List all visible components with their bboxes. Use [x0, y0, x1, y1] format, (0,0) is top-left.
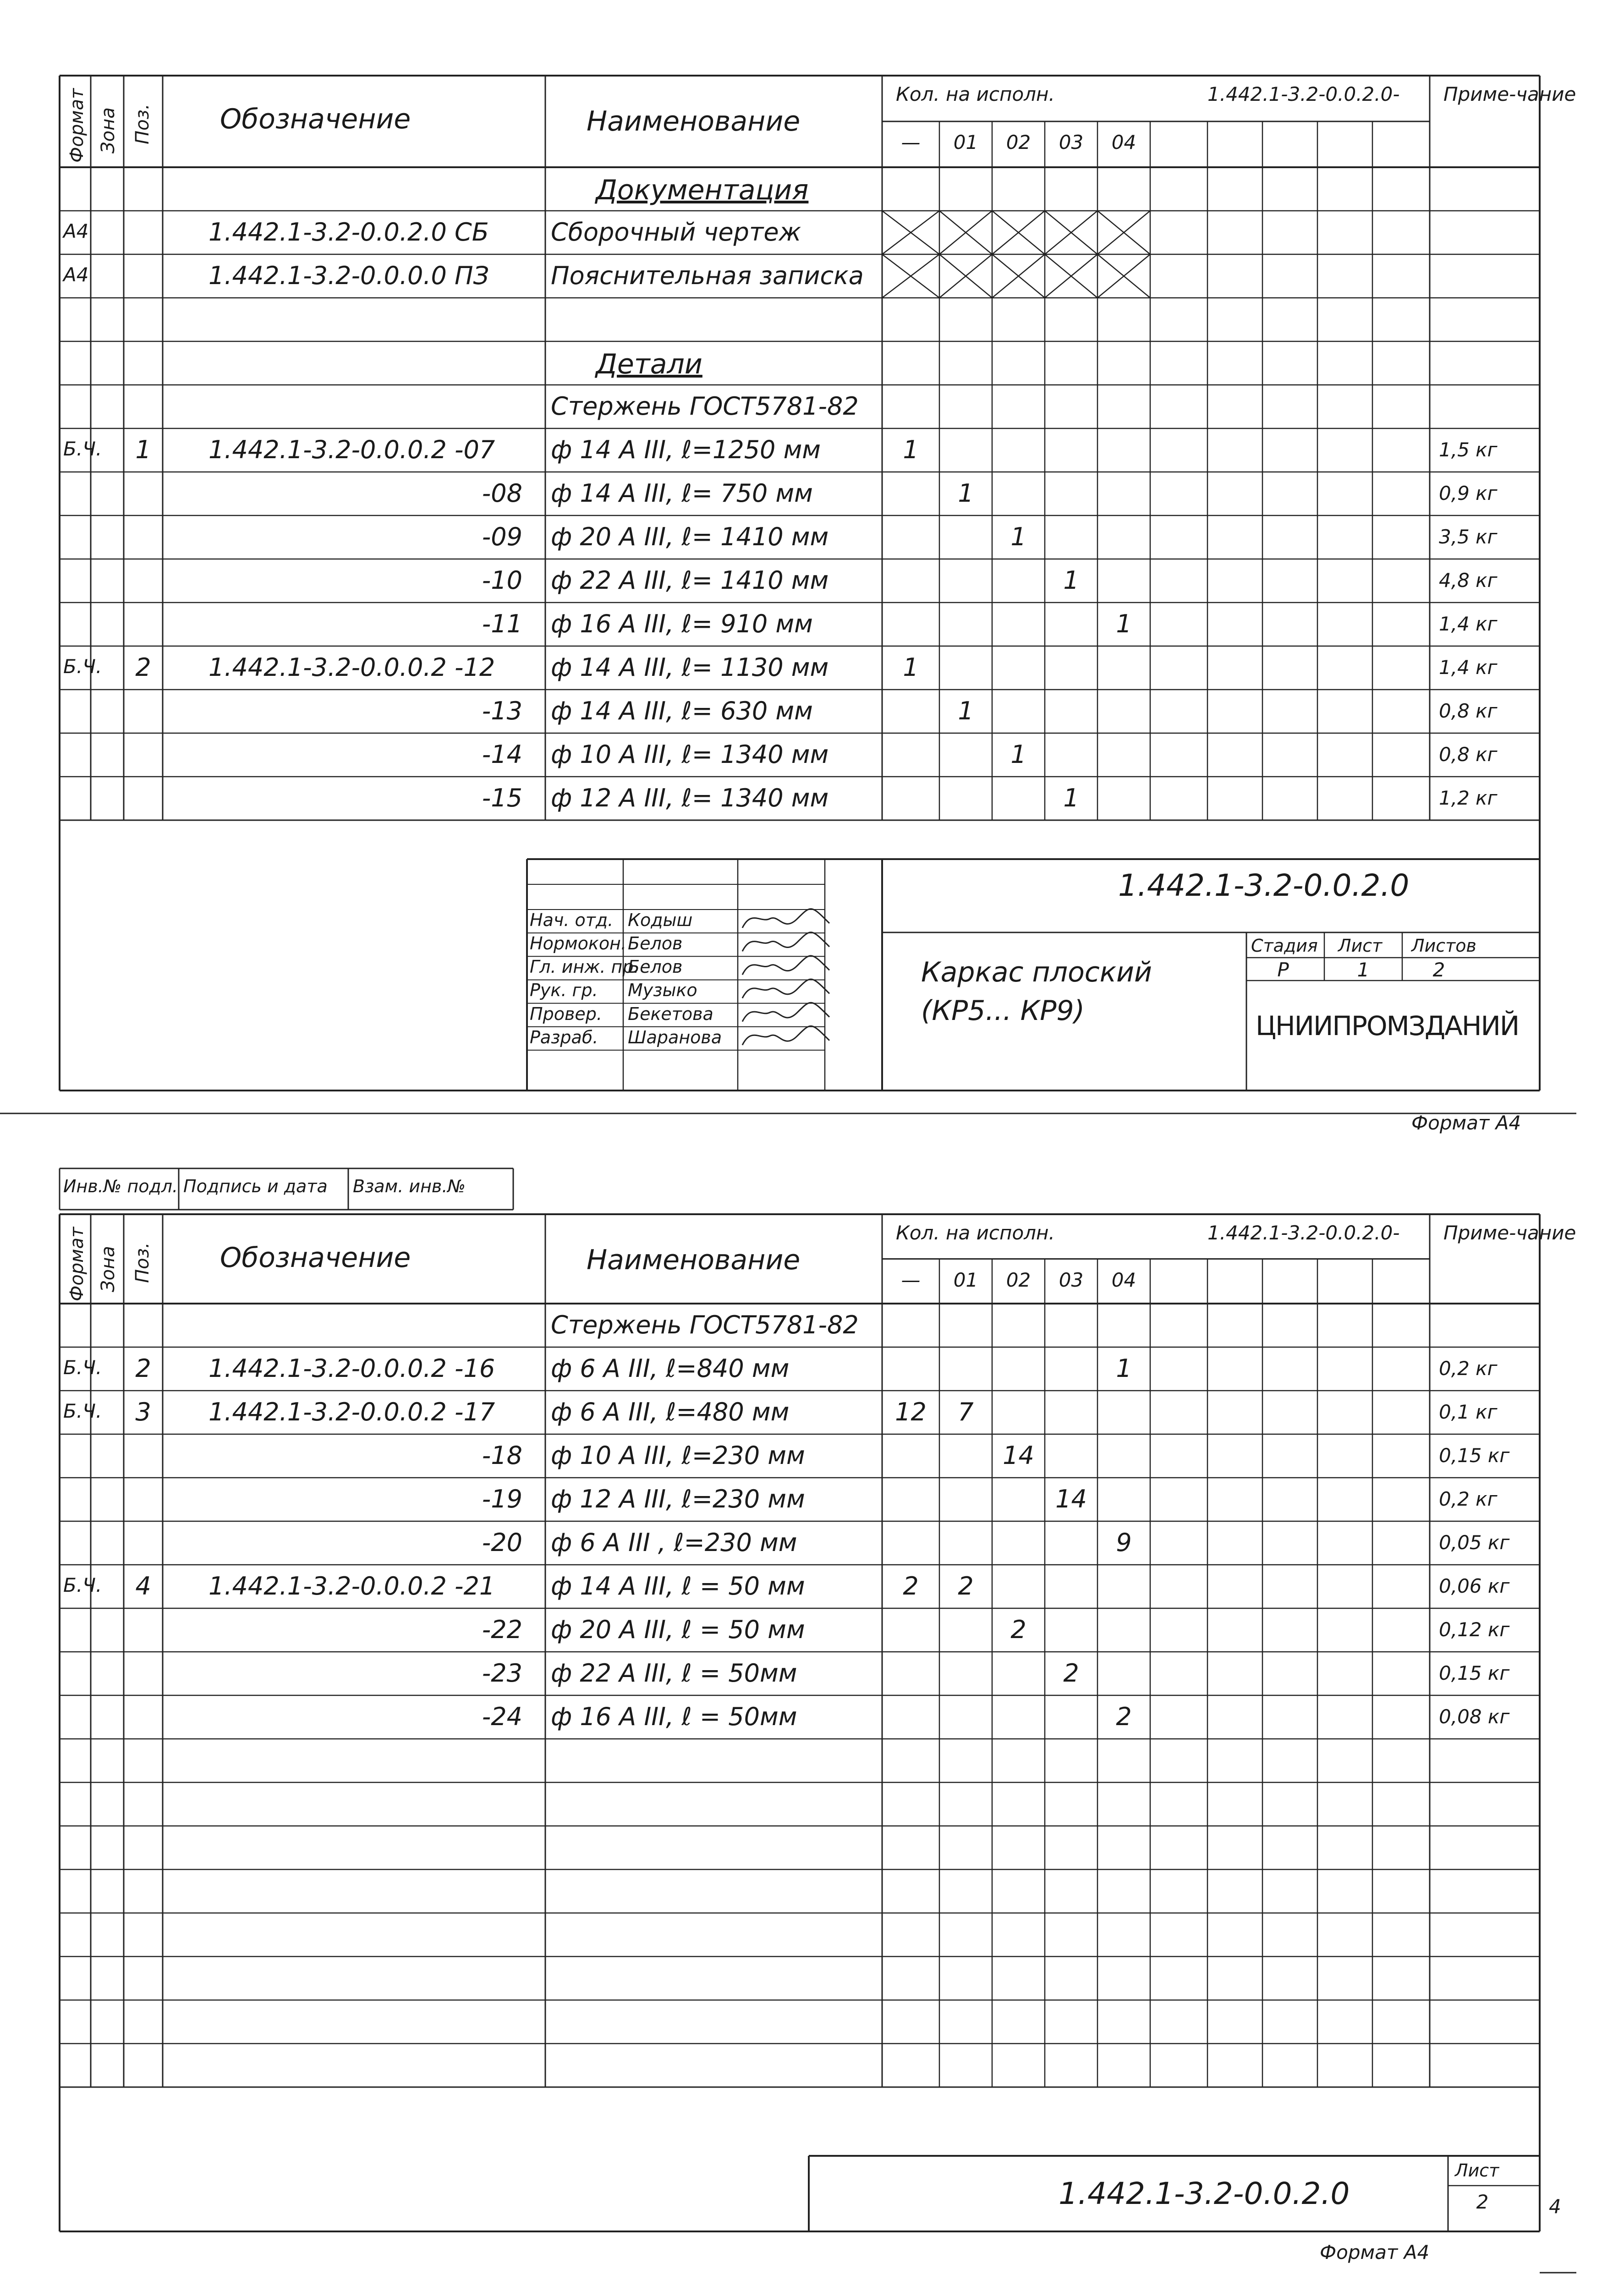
row-position: 2	[135, 652, 151, 682]
titleblock2-doc-number: 1.442.1-3.2-0.0.2.0	[1059, 2176, 1350, 2211]
sheet-label: Лист	[1338, 936, 1383, 956]
role-title: Гл. инж. пр.	[530, 957, 639, 977]
stamp-replacement: Взам. инв.№	[353, 1176, 466, 1196]
row-name: ф 10 А III, ℓ= 1340 мм	[551, 740, 829, 769]
header-qty-label: Кол. на исполн.	[896, 83, 1055, 105]
row-designation: 1.442.1-3.2-0.0.0.2 -16	[208, 1354, 495, 1383]
row-designation: -09	[482, 522, 522, 551]
row-name: Детали	[596, 348, 702, 380]
row-qty-3: 14	[1055, 1484, 1087, 1513]
row-designation: 1.442.1-3.2-0.0.0.0 ПЗ	[208, 261, 489, 290]
row-designation: -15	[482, 783, 522, 812]
row-designation: 1.442.1-3.2-0.0.0.2 -21	[208, 1571, 495, 1600]
row-name: Стержень ГОСТ5781-82	[551, 1310, 859, 1339]
row-note: 1,4 кг	[1439, 656, 1498, 679]
row-name: ф 20 А III, ℓ= 1410 мм	[551, 522, 829, 551]
row-note: 0,12 кг	[1439, 1618, 1510, 1641]
row-designation: 1.442.1-3.2-0.0.0.2 -17	[208, 1397, 495, 1426]
margin-mark: 4	[1549, 2195, 1561, 2218]
header-exec-2: 02	[1006, 131, 1031, 153]
sheet-value: 1	[1357, 959, 1370, 981]
row-position: 3	[135, 1397, 151, 1426]
role-title: Разраб.	[530, 1027, 598, 1047]
row-qty-4: 1	[1116, 1354, 1132, 1383]
row-designation: -19	[482, 1484, 522, 1513]
row-qty-1: 1	[958, 478, 974, 508]
header-exec-0: —	[901, 131, 921, 153]
sheets-label: Листов	[1411, 936, 1476, 956]
row-format: Б.Ч.	[63, 1399, 102, 1422]
row-note: 1,4 кг	[1439, 612, 1498, 635]
row-name: Документация	[596, 174, 809, 206]
format-label: Формат А4	[1411, 1112, 1521, 1134]
role-title: Провер.	[530, 1003, 602, 1024]
header-note: Приме-чание	[1443, 83, 1576, 105]
row-name: ф 6 А III, ℓ=840 мм	[551, 1354, 790, 1383]
row-name: ф 6 А III, ℓ=480 мм	[551, 1397, 790, 1426]
row-qty-4: 2	[1116, 1702, 1132, 1731]
row-designation: -18	[482, 1441, 522, 1470]
signature	[742, 1003, 829, 1021]
signature	[742, 956, 829, 975]
row-note: 0,8 кг	[1439, 743, 1498, 766]
row-qty-4: 1	[1116, 609, 1132, 638]
row-name: ф 10 А III, ℓ=230 мм	[551, 1441, 805, 1470]
stage-label: Стадия	[1251, 936, 1318, 956]
header-qty-label: Кол. на исполн.	[896, 1222, 1055, 1244]
header-exec-3: 03	[1059, 1268, 1084, 1291]
row-qty-0: 12	[895, 1397, 927, 1426]
signature	[742, 1026, 829, 1045]
row-format: Б.Ч.	[63, 1356, 102, 1379]
row-name: Сборочный чертеж	[551, 217, 801, 247]
row-name: Пояснительная записка	[551, 261, 864, 290]
role-title: Нач. отд.	[530, 910, 614, 930]
row-designation: -14	[482, 740, 522, 769]
row-note: 0,9 кг	[1439, 482, 1498, 504]
row-format: Б.Ч.	[63, 1573, 102, 1596]
format-label: Формат А4	[1320, 2241, 1430, 2264]
row-position: 4	[135, 1571, 151, 1600]
row-note: 0,2 кг	[1439, 1357, 1498, 1380]
row-note: 3,5 кг	[1439, 525, 1498, 548]
row-qty-2: 1	[1010, 522, 1026, 551]
header-zone: Зона	[98, 107, 119, 153]
header-pos: Поз.	[132, 1242, 153, 1283]
header-pos: Поз.	[132, 104, 153, 144]
row-name: ф 14 А III, ℓ = 50 мм	[551, 1571, 805, 1600]
row-name: ф 14 А III, ℓ= 1130 мм	[551, 652, 829, 682]
row-qty-2: 14	[1003, 1441, 1034, 1470]
row-format: А4	[63, 219, 89, 242]
row-designation: 1.442.1-3.2-0.0.0.2 -07	[208, 435, 495, 464]
header-designation: Обозначение	[220, 103, 411, 135]
row-name: ф 12 А III, ℓ= 1340 мм	[551, 783, 829, 812]
role-title: Нормокон.	[530, 933, 626, 954]
row-note: 0,08 кг	[1439, 1705, 1510, 1728]
row-name: ф 16 А III, ℓ = 50мм	[551, 1702, 797, 1731]
header-exec-1: 01	[953, 131, 978, 153]
sheet2-label: Лист	[1455, 2160, 1499, 2181]
row-qty-1: 2	[958, 1571, 974, 1600]
stamp-sign-date: Подпись и дата	[183, 1176, 328, 1196]
row-qty-3: 1	[1063, 565, 1079, 595]
row-qty-0: 1	[903, 435, 919, 464]
role-name: Белов	[628, 933, 683, 954]
header-exec-1: 01	[953, 1268, 978, 1291]
row-name: ф 6 А III , ℓ=230 мм	[551, 1528, 797, 1557]
header-exec-3: 03	[1059, 131, 1084, 153]
row-designation: -13	[482, 696, 522, 725]
row-designation: -22	[482, 1615, 522, 1644]
row-designation: -11	[482, 609, 522, 638]
row-qty-3: 2	[1063, 1658, 1079, 1688]
row-note: 0,06 кг	[1439, 1574, 1510, 1597]
role-name: Музыко	[628, 980, 697, 1001]
row-name: ф 14 А III, ℓ= 750 мм	[551, 478, 813, 508]
row-note: 0,2 кг	[1439, 1487, 1498, 1510]
header-doc-code: 1.442.1-3.2-0.0.2.0-	[1207, 1222, 1400, 1244]
sheets-value: 2	[1432, 959, 1445, 981]
stage-value: Р	[1277, 959, 1289, 981]
header-format: Формат	[66, 1227, 88, 1301]
row-designation: -24	[482, 1702, 522, 1731]
row-note: 1,5 кг	[1439, 438, 1498, 461]
row-note: 4,8 кг	[1439, 569, 1498, 592]
header-exec-4: 04	[1111, 131, 1136, 153]
row-name: ф 20 А III, ℓ = 50 мм	[551, 1615, 805, 1644]
header-name: Наименование	[587, 105, 801, 137]
header-designation: Обозначение	[220, 1242, 411, 1274]
row-designation: -08	[482, 478, 522, 508]
row-qty-0: 1	[903, 652, 919, 682]
row-note: 0,1 кг	[1439, 1400, 1498, 1423]
titleblock-doc-number: 1.442.1-3.2-0.0.2.0	[1118, 868, 1410, 903]
row-name: ф 22 А III, ℓ= 1410 мм	[551, 565, 829, 595]
row-designation: 1.442.1-3.2-0.0.2.0 СБ	[208, 217, 489, 247]
row-qty-2: 2	[1010, 1615, 1026, 1644]
org-name: ЦНИИПРОМЗДАНИЙ	[1256, 1010, 1519, 1041]
row-note: 1,2 кг	[1439, 786, 1498, 809]
row-note: 0,15 кг	[1439, 1661, 1510, 1684]
header-exec-2: 02	[1006, 1268, 1031, 1291]
role-name: Кодыш	[628, 910, 693, 930]
signature	[742, 932, 829, 951]
row-qty-3: 1	[1063, 783, 1079, 812]
row-designation: -20	[482, 1528, 522, 1557]
signature	[742, 979, 829, 998]
header-exec-4: 04	[1111, 1268, 1136, 1291]
role-title: Рук. гр.	[530, 980, 598, 1001]
role-name: Белов	[628, 957, 683, 977]
row-name: ф 14 А III, ℓ= 630 мм	[551, 696, 813, 725]
header-zone: Зона	[98, 1246, 119, 1292]
titleblock-title: Каркас плоский (КР5... КР9)	[921, 956, 1152, 1027]
row-designation: -23	[482, 1658, 522, 1688]
header-doc-code: 1.442.1-3.2-0.0.2.0-	[1207, 83, 1400, 105]
row-qty-4: 9	[1116, 1528, 1132, 1557]
row-format: А4	[63, 263, 89, 286]
header-name: Наименование	[587, 1244, 801, 1276]
row-name: Стержень ГОСТ5781-82	[551, 391, 859, 421]
role-name: Бекетова	[628, 1003, 713, 1024]
row-designation: 1.442.1-3.2-0.0.0.2 -12	[208, 652, 495, 682]
row-qty-1: 1	[958, 696, 974, 725]
row-note: 0,05 кг	[1439, 1531, 1510, 1554]
row-note: 0,15 кг	[1439, 1444, 1510, 1467]
signature	[742, 909, 829, 928]
role-name: Шаранова	[628, 1027, 722, 1047]
stamp-inv: Инв.№ подл.	[63, 1176, 178, 1196]
row-designation: -10	[482, 565, 522, 595]
row-format: Б.Ч.	[63, 655, 102, 678]
row-name: ф 12 А III, ℓ=230 мм	[551, 1484, 805, 1513]
header-exec-0: —	[901, 1268, 921, 1291]
header-format: Формат	[66, 88, 88, 163]
sheet2-value: 2	[1476, 2191, 1489, 2213]
row-name: ф 22 А III, ℓ = 50мм	[551, 1658, 797, 1688]
row-position: 2	[135, 1354, 151, 1383]
row-note: 0,8 кг	[1439, 699, 1498, 722]
row-qty-2: 1	[1010, 740, 1026, 769]
row-name: ф 14 А III, ℓ=1250 мм	[551, 435, 821, 464]
row-position: 1	[135, 435, 151, 464]
row-qty-0: 2	[903, 1571, 919, 1600]
header-note: Приме-чание	[1443, 1222, 1576, 1244]
row-name: ф 16 А III, ℓ= 910 мм	[551, 609, 813, 638]
row-qty-1: 7	[958, 1397, 974, 1426]
row-format: Б.Ч.	[63, 437, 102, 460]
